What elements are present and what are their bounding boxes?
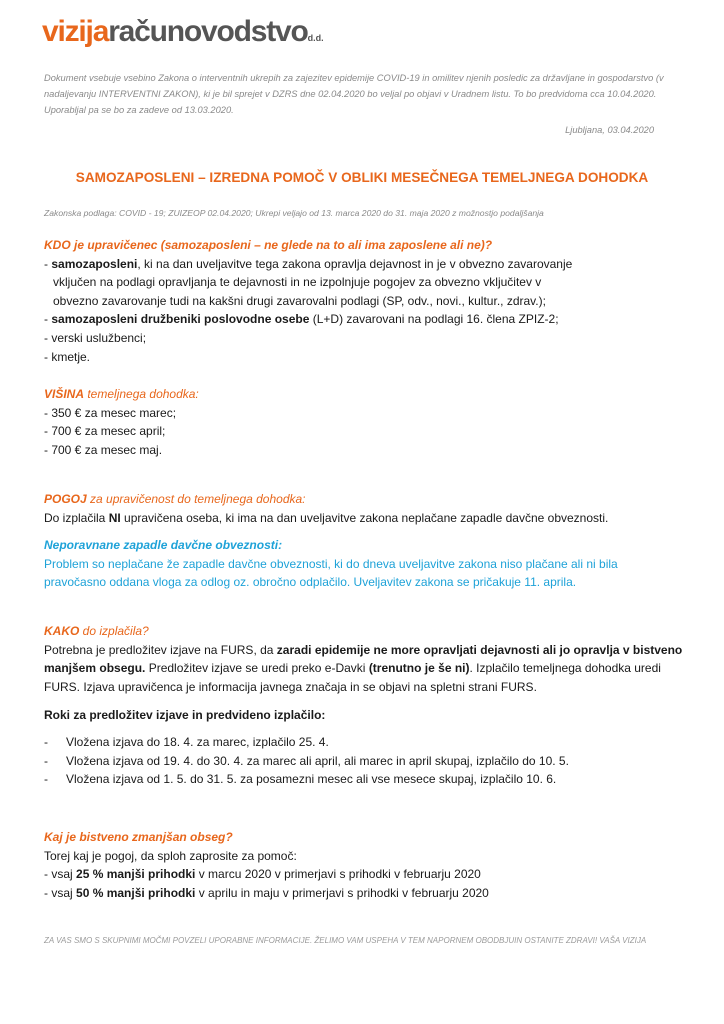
who-item-1-text: , ki na dan uveljavitve tega zakona opravlja dejavnost in je v obvezno zavarovanje [137, 256, 573, 271]
deadline-item [44, 733, 684, 752]
section-who [44, 236, 684, 366]
amount-heading [44, 385, 684, 404]
deadline-item-text: Vložena izjava od 1. 5. do 31. 5. za posamezni mesec ali vse mesece skupaj, izplačilo 10. 6. [66, 772, 557, 787]
section-how [44, 622, 684, 789]
section-condition [44, 490, 684, 592]
who-item-1-line-3: obvezno zavarovanje tudi na kakšni drugi zavarovalni podlagi (SP, odv., novi., kultur., zdrav.); [53, 293, 546, 308]
dash: - [44, 753, 48, 768]
reduced-item-2-bold: 50 % manjši prihodki [76, 885, 196, 900]
amount-item: - 700 € za mesec maj. [44, 442, 163, 457]
how-line-1 [44, 641, 684, 660]
who-item-3: - verski uslužbenci; [44, 330, 147, 345]
deadline-item [44, 770, 684, 789]
reduced-item-1-bold: 25 % manjši prihodki [76, 867, 196, 882]
reduced-heading [44, 828, 684, 847]
deadlines-heading [44, 706, 684, 725]
section-reduced-scope [44, 828, 684, 902]
how-line-2-a: Predložitev izjave se uredi preko e-Davki [145, 661, 369, 676]
who-item-1-bold: samozaposleni [51, 256, 138, 271]
amount-item: - 350 € za mesec marec; [44, 405, 177, 420]
condition-text-b: upravičena oseba, ki ima na dan uveljavitve zakona neplačane zapadle davčne obveznosti. [120, 510, 609, 525]
condition-text-a: Do izplačila [44, 510, 109, 525]
condition-heading-bold: POGOJ [44, 492, 87, 506]
condition-heading-text: za upravičenost do temeljnega dohodka: [86, 492, 306, 506]
logo-part-dd: d.d. [307, 33, 324, 43]
reduced-heading-text: Kaj je bistveno zmanjšan obseg? [44, 830, 233, 844]
deadlines-heading-text: Roki za predložitev izjave in predvideno izplačilo: [44, 708, 326, 723]
intro-note: Dokument vsebuje vsebino Zakona o interventnih ukrepih za zajezitev epidemije COVID-19 in omilitev njenih posledic za državljane in gospodarstvo (v nadaljevanju INTERVENTNI ZAKON), ki je bil sprejet v DZRS dne 02.04.2020 bo veljal po objavi v Uradnem listu. To bo predvidoma cca 10.04.2020. Uporabljal pa se bo za zadeve od 13.03.2020. [44, 73, 664, 115]
how-line-2-d: . Izplačilo temeljnega dohodka uredi [469, 661, 661, 676]
how-line-2-bold-note: (trenutno je še ni) [368, 661, 470, 676]
amount-heading-text: temeljnega dohodka: [84, 387, 199, 401]
who-item-1 [44, 255, 684, 274]
who-item-1-line-2: vključen na podlagi opravljanja te dejavnosti in ne izpolnjuje pogojev za obvezno vključitev v [53, 275, 542, 290]
deadline-item-text: Vložena izjava od 19. 4. do 30. 4. za marec ali april, ali marec in april skupaj, izplačilo do 10. 5. [66, 753, 569, 768]
dash: - [44, 734, 48, 749]
how-line-1-bold: zaradi epidemije ne more opravljati dejavnosti ali jo opravlja v bistveno [276, 642, 683, 657]
who-heading-text: KDO je upravičenec (samozaposleni – ne glede na to ali ima zaposlene ali ne)? [44, 238, 493, 252]
condition-heading [44, 490, 684, 509]
how-heading-bold: KAKO [44, 624, 80, 638]
reduced-intro: Torej kaj je pogoj, da sploh zaprosite za pomoč: [44, 848, 297, 863]
unpaid-obligations-line-2: pravočasno oddana vloga za odlog oz. obročno odplačilo. Uveljavitev zakona se pričakuje 11. aprila. [44, 575, 577, 590]
unpaid-obligations-heading: Neporavnane zapadle davčne obveznosti: [44, 538, 283, 553]
document-title: SAMOZAPOSLENI – IZREDNA POMOČ V OBLIKI MESEČNEGA TEMELJNEGA DOHODKA [75, 170, 649, 185]
who-heading [44, 236, 684, 255]
company-logo [42, 12, 324, 58]
amount-item: - 700 € za mesec april; [44, 424, 166, 439]
reduced-item-1 [44, 865, 684, 884]
who-item-2 [44, 310, 684, 329]
condition-text [44, 509, 684, 528]
deadline-item-text: Vložena izjava do 18. 4. za marec, izplačilo 25. 4. [66, 734, 329, 749]
amount-heading-bold: VIŠINA [44, 387, 85, 401]
how-line-2 [44, 659, 684, 678]
reduced-item-2-a: - vsaj [44, 885, 77, 900]
reduced-item-2 [44, 884, 684, 903]
reduced-item-2-c: v aprilu in maju v primerjavi s prihodki v februarju 2020 [195, 885, 489, 900]
section-amount [44, 385, 684, 459]
how-line-3: FURS. Izjava upravičenca je informacija javnega značaja in se objavi na spletni strani FURS. [44, 679, 537, 694]
how-heading-text: do izplačila? [79, 624, 149, 638]
how-line-1-a: Potrebna je predložitev izjave na FURS, da [44, 642, 277, 657]
document-date: Ljubljana, 03.04.2020 [565, 125, 654, 135]
dash: - [44, 312, 52, 327]
logo-part-vizija: vizija [42, 15, 109, 48]
who-item-2-bold: samozaposleni družbeniki poslovodne osebe [51, 312, 310, 327]
reduced-item-1-c: v marcu 2020 v primerjavi s prihodki v februarju 2020 [195, 867, 481, 882]
condition-text-bold: NI [108, 510, 121, 525]
who-item-4: - kmetje. [44, 349, 91, 364]
how-heading [44, 622, 684, 641]
who-item-2-text: (L+D) zavarovani na podlagi 16. člena ZPIZ-2; [309, 312, 559, 327]
footer-note: ZA VAS SMO S SKUPNIMI MOČMI POVZELI UPORABNE INFORMACIJE. ŽELIMO VAM USPEHA V TEM NAPORNEM OBODBJUIN OSTANITE ZDRAVI! VAŠA VIZIJA [44, 936, 647, 945]
reduced-item-1-a: - vsaj [44, 867, 77, 882]
dash: - [44, 256, 52, 271]
how-line-2-bold: manjšem obsegu. [44, 661, 146, 676]
logo-part-racunovodstvo: računovodstvo [108, 15, 308, 48]
legal-basis: Zakonska podlaga: COVID - 19; ZUIZEOP 02.04.2020; Ukrepi veljajo od 13. marca 2020 do 31. maja 2020 z možnostjo podaljšanja [44, 208, 544, 218]
dash: - [44, 772, 48, 787]
unpaid-obligations-line-1: Problem so neplačane že zapadle davčne obveznosti, ki do dneva uveljavitve zakona niso plačane ali ni bila [44, 556, 618, 571]
deadline-item [44, 752, 684, 771]
